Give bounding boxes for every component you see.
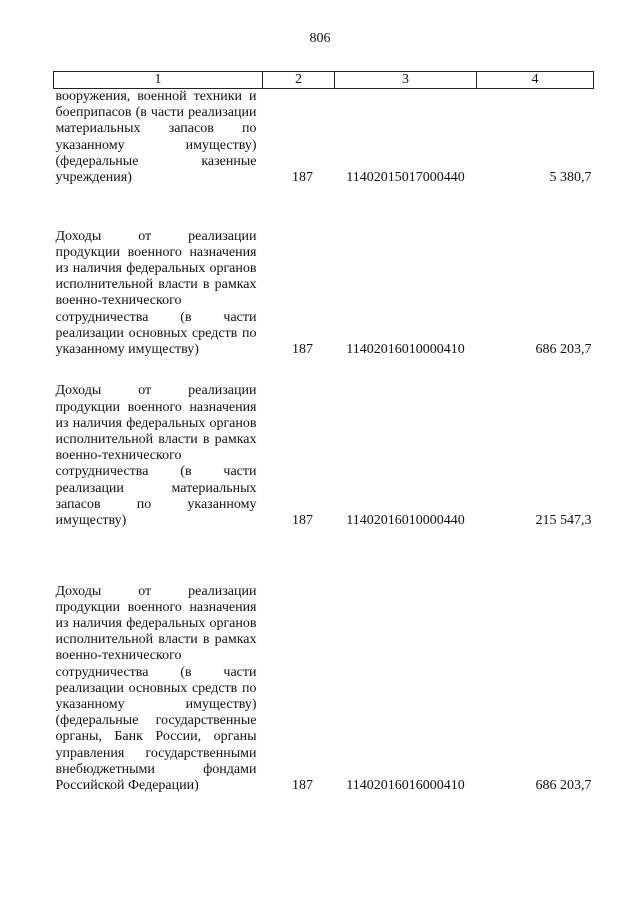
row-classification-code: 11402016010000440 — [346, 513, 465, 529]
column-header-admin-code: 2 — [263, 72, 335, 89]
page-number: 806 — [309, 31, 331, 46]
row-amount: 686 203,7 — [535, 342, 592, 358]
row-admin-code: 187 — [292, 513, 313, 529]
revenue-table — [53, 71, 594, 794]
table-row — [54, 186, 594, 358]
row-admin-code: 187 — [292, 778, 313, 794]
row-classification-code: 11402015017000440 — [346, 170, 465, 186]
table-body — [54, 89, 594, 795]
header-row — [54, 72, 594, 89]
row-admin-code: 187 — [292, 170, 313, 186]
row-classification-code: 11402016010000410 — [346, 342, 465, 358]
row-description: Доходы от реализации продукции военного назначения из наличия федеральных органов исполнительной власти в рамках военно-технического сотрудничества (в части реализации основных средств по указанному имуществу) (федеральные государственные органы, Банк России, органы управления государственными внебюджетными фондами Российской Федерации) — [55, 583, 257, 794]
row-admin-code: 187 — [292, 342, 313, 358]
table-row — [54, 529, 594, 794]
column-header-description: 1 — [54, 72, 263, 89]
row-description: вооружения, военной техники и боеприпасов (в части реализации материальных запасов по указанному имуществу) (федеральные казенные учреждения) — [55, 89, 257, 186]
column-header-classification-code: 3 — [335, 72, 477, 89]
row-description: Доходы от реализации продукции военного назначения из наличия федеральных органов исполнительной власти в рамках военно-технического сотрудничества (в части реализации материальных запасов по указанному имуществу) — [55, 383, 257, 529]
row-amount: 686 203,7 — [535, 778, 592, 794]
table-row — [54, 358, 594, 529]
row-description: Доходы от реализации продукции военного назначения из наличия федеральных органов исполнительной власти в рамках военно-технического сотрудничества (в части реализации основных средств по указанному имуществу) — [55, 228, 257, 358]
column-header-amount: 4 — [477, 72, 594, 89]
row-amount: 5 380,7 — [549, 170, 592, 186]
table-row — [54, 89, 594, 187]
row-amount: 215 547,3 — [535, 513, 592, 529]
table-header — [54, 72, 594, 89]
row-classification-code: 11402016016000410 — [346, 778, 465, 794]
